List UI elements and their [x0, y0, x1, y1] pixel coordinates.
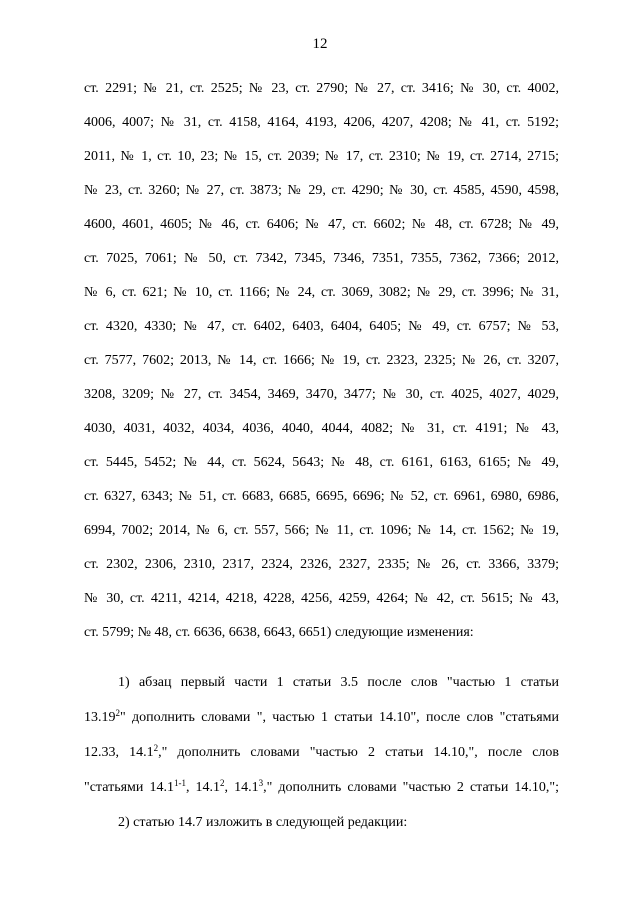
text-line: ст. 2302, 2306, 2310, 2317, 2324, 2326, 2327, 2335; № 26, ст. 3366, 3379; — [84, 557, 559, 572]
text-line: 2011, № 1, ст. 10, 23; № 15, ст. 2039; № 17, ст. 2310; № 19, ст. 2714, 2715; — [84, 149, 559, 164]
page-number: 12 — [312, 36, 328, 52]
text-line: "статьями 14.1$^{1-1}$, 14.1$^2$, 14.1$^3$," дополнить словами "частью 2 статьи 14.10,"; — [84, 778, 559, 795]
amendment-item-1 — [84, 665, 559, 805]
text-line: 4006, 4007; № 31, ст. 4158, 4164, 4193, 4206, 4207, 4208; № 41, ст. 5192; — [84, 115, 559, 130]
text-line: № 30, ст. 4211, 4214, 4218, 4228, 4256, 4259, 4264; № 42, ст. 5615; № 43, — [84, 591, 559, 606]
text-line: № 6, ст. 621; № 10, ст. 1166; № 24, ст. 3069, 3082; № 29, ст. 3996; № 31, — [84, 285, 559, 300]
document-body — [84, 72, 559, 840]
text-line: ст. 7577, 7602; 2013, № 14, ст. 1666; № 19, ст. 2323, 2325; № 26, ст. 3207, — [84, 353, 559, 368]
text-line: 13.19$^2$" дополнить словами ", частью 1 статьи 14.10", после слов "статьями — [84, 708, 559, 725]
text-line: 4600, 4601, 4605; № 46, ст. 6406; № 47, ст. 6602; № 48, ст. 6728; № 49, — [84, 217, 559, 232]
text-line: 12.33, 14.1$^2$," дополнить словами "частью 2 статьи 14.10,", после слов — [84, 743, 560, 760]
text-line: ст. 6327, 6343; № 51, ст. 6683, 6685, 6695, 6696; № 52, ст. 6961, 6980, 6986, — [84, 489, 559, 504]
text-line: ст. 7025, 7061; № 50, ст. 7342, 7345, 7346, 7351, 7355, 7362, 7366; 2012, — [84, 251, 559, 266]
text-line: 3208, 3209; № 27, ст. 3454, 3469, 3470, 3477; № 30, ст. 4025, 4027, 4029, — [84, 387, 559, 402]
text-line: ст. 5445, 5452; № 44, ст. 5624, 5643; № 48, ст. 6161, 6163, 6165; № 49, — [84, 455, 559, 470]
text-line: ст. 4320, 4330; № 47, ст. 6402, 6403, 6404, 6405; № 49, ст. 6757; № 53, — [84, 319, 559, 334]
amendment-items — [84, 665, 559, 840]
paragraph-amendment-sources — [84, 72, 559, 650]
text-line: ст. 2291; № 21, ст. 2525; № 23, ст. 2790; № 27, ст. 3416; № 30, ст. 4002, — [84, 81, 559, 96]
text-line: 2) статью 14.7 изложить в следующей редакции: — [118, 815, 408, 830]
text-line: 6994, 7002; 2014, № 6, ст. 557, 566; № 11, ст. 1096; № 14, ст. 1562; № 19, — [84, 523, 559, 538]
text-line: № 23, ст. 3260; № 27, ст. 3873; № 29, ст. 4290; № 30, ст. 4585, 4590, 4598, — [84, 183, 559, 198]
text-line: 4030, 4031, 4032, 4034, 4036, 4040, 4044, 4082; № 31, ст. 4191; № 43, — [84, 421, 559, 436]
text-line: ст. 5799; № 48, ст. 6636, 6638, 6643, 6651) следующие изменения: — [84, 625, 474, 640]
amendment-item-2 — [84, 805, 559, 840]
text-line: 1) абзац первый части 1 статьи 3.5 после слов "частью 1 статьи — [118, 675, 559, 690]
